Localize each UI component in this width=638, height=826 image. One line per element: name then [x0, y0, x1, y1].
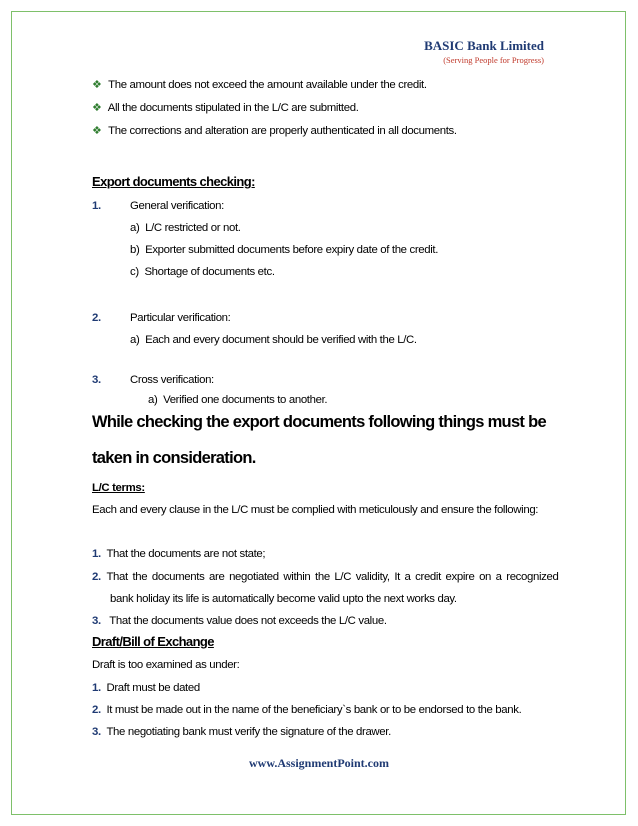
- list-item: 3. That the documents value does not exceeds the L/C value.: [92, 615, 387, 627]
- letterhead: [424, 38, 544, 65]
- numbered-item: 1.: [92, 200, 101, 212]
- emphasis-heading-line2: taken in consideration.: [92, 449, 256, 467]
- list-item: 1. That the documents are not state;: [92, 548, 266, 560]
- lc-terms-heading: L/C terms:: [92, 482, 145, 494]
- section-heading: Export documents checking:: [92, 174, 255, 189]
- footer-link[interactable]: www.AssignmentPoint.com: [249, 756, 389, 770]
- draft-heading: Draft/Bill of Exchange: [92, 634, 214, 649]
- list-item: 2. It must be made out in the name of the beneficiary`s bank or to be endorsed to the bank.: [92, 704, 522, 716]
- company-tagline: (Serving People for Progress): [443, 55, 544, 65]
- sub-item: a) L/C restricted or not.: [130, 222, 241, 234]
- emphasis-heading-line1: While checking the export documents following things must be: [92, 413, 546, 431]
- sub-item: a) Verified one documents to another.: [148, 394, 328, 406]
- item-title: General verification:: [130, 200, 224, 212]
- sub-item: a) Each and every document should be verified with the L/C.: [130, 334, 417, 346]
- sub-item: c) Shortage of documents etc.: [130, 266, 275, 278]
- list-item: 1. Draft must be dated: [92, 682, 200, 694]
- list-item-continuation: bank holiday its life is automatically become valid upto the next works day.: [110, 593, 457, 605]
- list-item: ❖ The amount does not exceed the amount available under the credit.: [92, 79, 427, 91]
- item-title: Particular verification:: [130, 312, 231, 324]
- sub-item: b) Exporter submitted documents before expiry date of the credit.: [130, 244, 439, 256]
- lc-terms-intro: Each and every clause in the L/C must be complied with meticulously and ensure the following:: [92, 504, 539, 516]
- list-item: 3. The negotiating bank must verify the signature of the drawer.: [92, 726, 391, 738]
- diamond-bullet-icon: ❖: [92, 125, 102, 137]
- numbered-item: 3.: [92, 374, 101, 386]
- draft-intro: Draft is too examined as under:: [92, 659, 240, 671]
- list-item: 2. That the documents are negotiated within the L/C validity, It a credit expire on a recognized: [92, 571, 559, 583]
- company-name: BASIC Bank Limited: [424, 38, 544, 53]
- list-item: ❖ All the documents stipulated in the L/C are submitted.: [92, 102, 359, 114]
- diamond-bullet-icon: ❖: [92, 79, 102, 91]
- diamond-bullet-icon: ❖: [92, 102, 102, 114]
- numbered-item: 2.: [92, 312, 101, 324]
- list-item: ❖ The corrections and alteration are properly authenticated in all documents.: [92, 125, 457, 137]
- item-title: Cross verification:: [130, 374, 214, 386]
